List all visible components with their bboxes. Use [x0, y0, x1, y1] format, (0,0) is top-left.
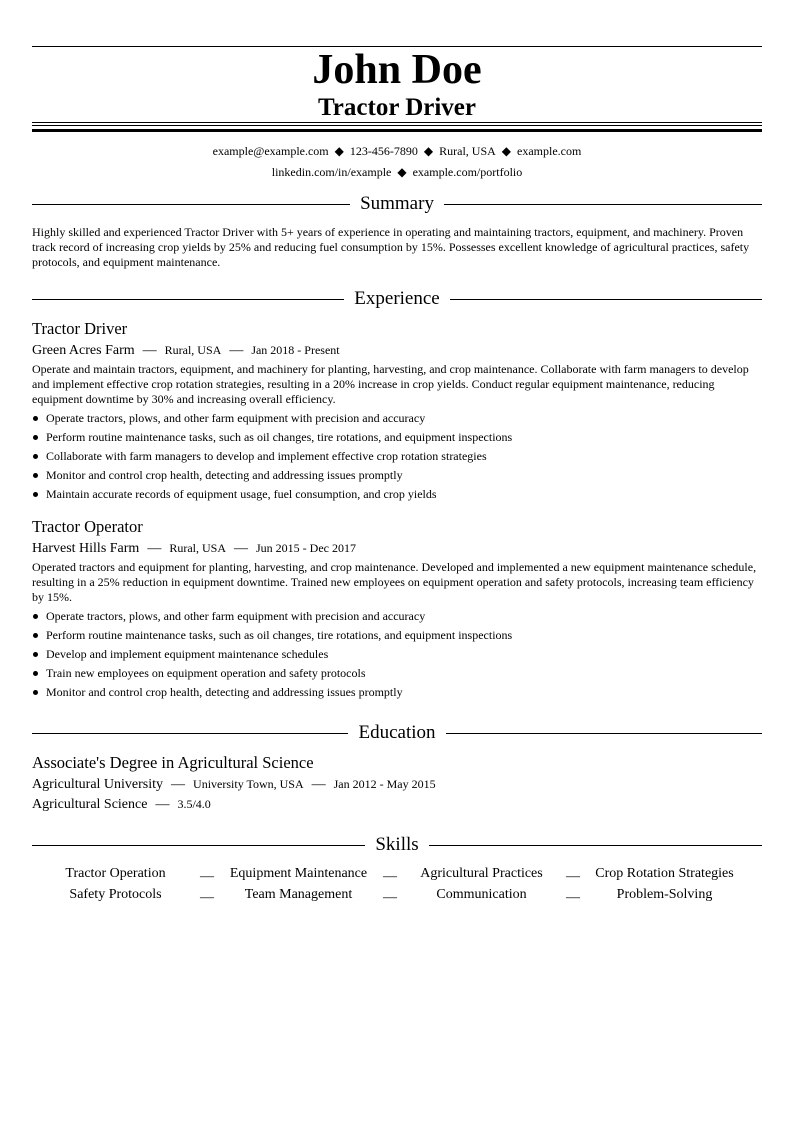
contact-website[interactable]: example.com	[517, 144, 582, 158]
job-title: Tractor Driver	[32, 319, 128, 338]
section-title: Skills	[375, 834, 419, 855]
dash-separator: —	[234, 541, 248, 556]
skill-item: Crop Rotation Strategies	[595, 866, 734, 881]
job-location: Rural, USA	[169, 541, 226, 555]
contact-portfolio[interactable]: example.com/portfolio	[412, 165, 523, 179]
job-company: Green Acres Farm	[32, 343, 135, 358]
heading-rule	[450, 299, 762, 300]
bullet-icon	[33, 652, 38, 657]
list-item: Monitor and control crop health, detecting and addressing issues promptly	[32, 466, 762, 485]
section-title: Summary	[360, 193, 434, 214]
contact-line-1	[32, 143, 762, 159]
skills-grid	[32, 863, 762, 905]
skill-item: Equipment Maintenance	[229, 866, 368, 881]
education-meta	[32, 775, 436, 794]
heading-rule	[444, 204, 762, 205]
section-title: Experience	[354, 288, 440, 309]
skill-item: Team Management	[244, 887, 353, 902]
job-location: Rural, USA	[164, 343, 222, 357]
contact-email[interactable]: example@example.com	[212, 144, 329, 158]
dash-separator: —	[566, 890, 580, 905]
contact-location: Rural, USA	[439, 144, 496, 158]
skills-row	[32, 884, 762, 905]
education-field-meta	[32, 795, 211, 814]
candidate-title: Tractor Driver	[317, 94, 477, 121]
job-bullets	[32, 409, 762, 504]
summary-heading	[32, 192, 762, 216]
skill-item: Agricultural Practices	[420, 866, 543, 881]
heading-rule	[446, 733, 762, 734]
section-title: Education	[358, 722, 436, 743]
bullet-icon	[33, 671, 38, 676]
dash-separator: —	[200, 890, 214, 905]
diamond-separator-icon: ◆	[501, 144, 512, 158]
dash-separator: —	[383, 890, 397, 905]
list-item: Operate tractors, plows, and other farm equipment with precision and accuracy	[32, 409, 762, 428]
job-description: Operated tractors and equipment for planting, harvesting, and crop maintenance. Developed and implemented a new equipment maintenance schedule, resulting in a 25% reduction in equipment downtime. Trained new employees on equipment operation and safety protocols, increasing team efficiency by 15%.	[32, 560, 757, 604]
education-heading	[32, 721, 762, 745]
header-rule-thick	[32, 129, 762, 132]
education-school: Agricultural University	[32, 777, 164, 792]
dash-separator: —	[229, 343, 244, 358]
heading-rule	[32, 299, 344, 300]
skill-item: Problem-Solving	[616, 887, 713, 902]
skill-item: Safety Protocols	[69, 887, 162, 902]
diamond-separator-icon: ◆	[397, 165, 407, 179]
job-company: Harvest Hills Farm	[32, 541, 140, 556]
dash-separator: —	[155, 797, 170, 812]
job-description: Operate and maintain tractors, equipment, and machinery for planting, harvesting, and crop maintenance. Collaborate with farm managers to develop and implement effective crop rotation strategies, resulting in a 20% increase in crop yields. Conduct regular equipment maintenance, reducing equipment downtime by 30% and increasing overall efficiency.	[32, 362, 749, 406]
dash-separator: —	[566, 869, 580, 884]
list-item: Monitor and control crop health, detecting and addressing issues promptly	[32, 683, 762, 702]
summary-text: Highly skilled and experienced Tractor Driver with 5+ years of experience in operating and maintaining tractors, equipment, and machinery. Proven track record of increasing crop yields by 25% and reducing fuel consumption by 15%. Possesses excellent knowledge of agricultural practices, safety protocols, and equipment maintenance.	[32, 225, 750, 269]
list-item: Develop and implement equipment maintenance schedules	[32, 645, 762, 664]
bullet-icon	[33, 416, 38, 421]
heading-rule	[32, 204, 350, 205]
list-item: Collaborate with farm managers to develop and implement effective crop rotation strategies	[32, 447, 762, 466]
skill-item: Tractor Operation	[65, 866, 166, 881]
header-rule	[32, 122, 762, 123]
bullet-icon	[33, 454, 38, 459]
job-title: Tractor Operator	[32, 517, 143, 536]
dash-separator: —	[147, 541, 162, 556]
education-degree: Associate's Degree in Agricultural Science	[32, 753, 314, 772]
candidate-name: John Doe	[312, 47, 482, 93]
heading-rule	[429, 845, 762, 846]
dash-separator: —	[311, 777, 326, 792]
education-gpa: 3.5/4.0	[177, 797, 211, 811]
dash-separator: —	[171, 777, 186, 792]
skills-heading	[32, 833, 762, 857]
bullet-icon	[33, 435, 38, 440]
diamond-separator-icon: ◆	[423, 144, 434, 158]
contact-linkedin[interactable]: linkedin.com/in/example	[271, 165, 392, 179]
bullet-icon	[33, 690, 38, 695]
job-meta	[32, 341, 340, 360]
job-meta	[32, 539, 356, 558]
list-item: Perform routine maintenance tasks, such as oil changes, tire rotations, and equipment inspections	[32, 428, 762, 447]
dash-separator: —	[142, 343, 157, 358]
list-item: Perform routine maintenance tasks, such as oil changes, tire rotations, and equipment inspections	[32, 626, 762, 645]
bullet-icon	[33, 492, 38, 497]
dash-separator: —	[200, 869, 214, 884]
experience-heading	[32, 287, 762, 311]
list-item: Train new employees on equipment operation and safety protocols	[32, 664, 762, 683]
contact-line-2	[32, 164, 762, 180]
skills-row	[32, 863, 762, 884]
heading-rule	[32, 733, 348, 734]
list-item: Operate tractors, plows, and other farm equipment with precision and accuracy	[32, 607, 762, 626]
bullet-icon	[33, 633, 38, 638]
education-location: University Town, USA	[193, 777, 304, 791]
job-bullets	[32, 607, 762, 702]
education-dates: Jan 2012 - May 2015	[333, 777, 436, 791]
contact-phone[interactable]: 123-456-7890	[349, 144, 418, 158]
bullet-icon	[33, 614, 38, 619]
bullet-icon	[33, 473, 38, 478]
job-dates: Jun 2015 - Dec 2017	[256, 541, 356, 555]
job-dates: Jan 2018 - Present	[251, 343, 340, 357]
dash-separator: —	[383, 869, 397, 884]
skill-item: Communication	[436, 887, 527, 902]
diamond-separator-icon: ◆	[334, 144, 344, 158]
list-item: Maintain accurate records of equipment usage, fuel consumption, and crop yields	[32, 485, 762, 504]
heading-rule	[32, 845, 365, 846]
header-rule	[32, 125, 762, 126]
education-field: Agricultural Science	[32, 797, 148, 812]
